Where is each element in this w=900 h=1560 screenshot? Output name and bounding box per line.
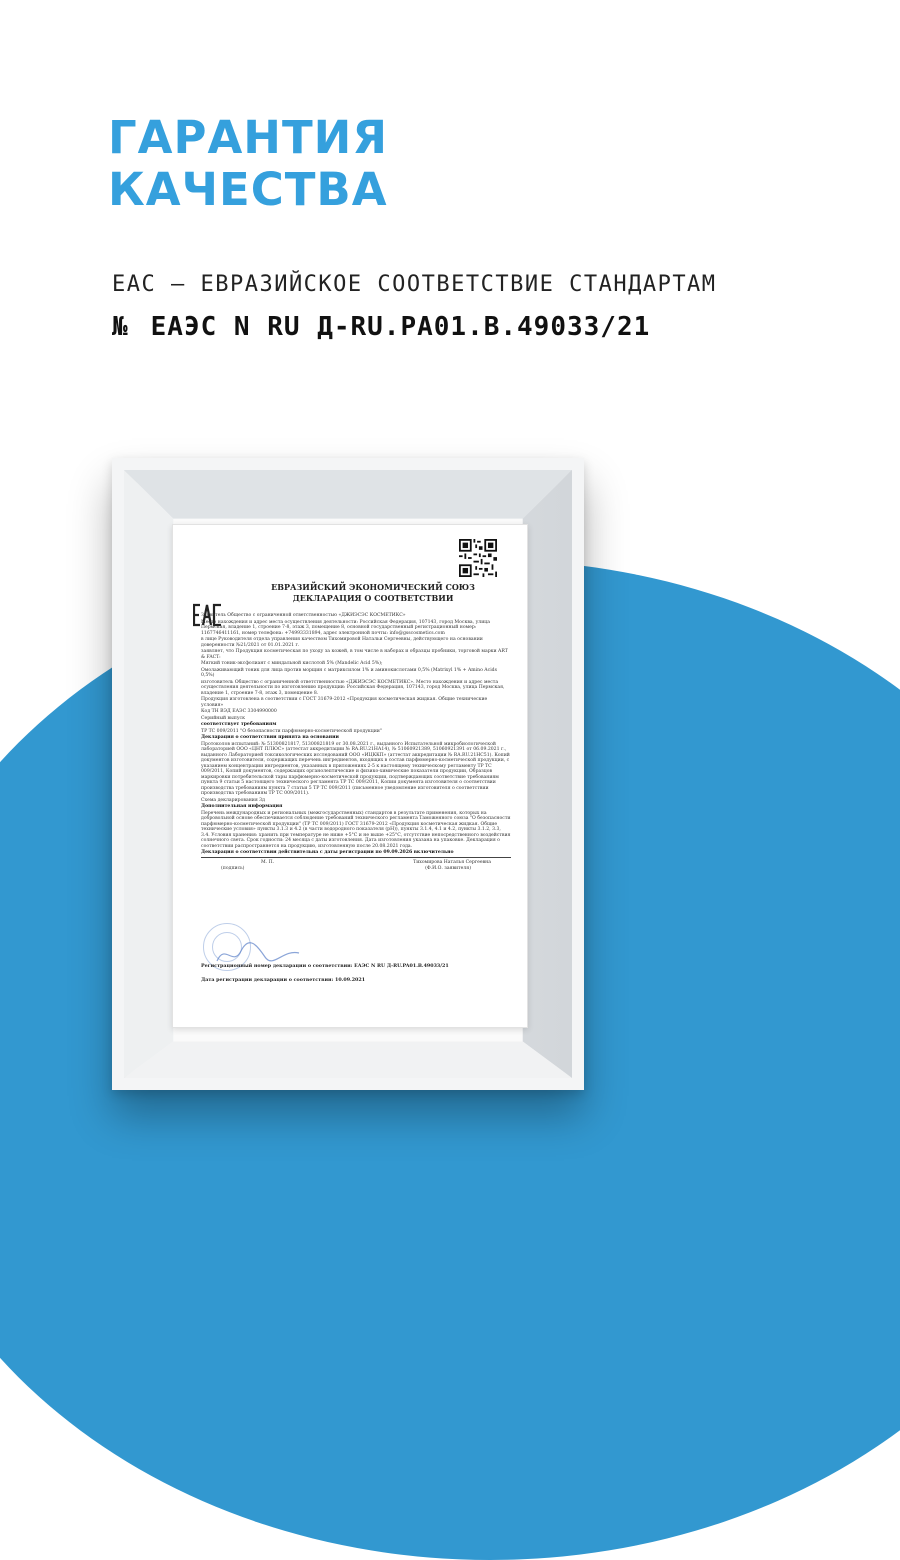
declaration-title: ДЕКЛАРАЦИЯ О СООТВЕТСТВИИ	[292, 593, 454, 603]
certificate-number-value: ЕАЭС N RU Д-RU.PA01.B.49033/21	[150, 312, 651, 342]
certificate-number	[112, 312, 650, 342]
divider	[201, 857, 511, 858]
registration-date: Дата регистрации декларации о соответствии: 10.09.2021	[201, 977, 366, 983]
applicant-person: в лице Руководителя отдела управления качеством Тихомировой Натальи Сергеевны, действующего на основании доверенности №21/2021 от 01.01.2021 г.	[201, 637, 483, 648]
mp-label: М. П.	[261, 859, 275, 865]
serial-line: Серийный выпуск	[201, 715, 245, 721]
standard-subtitle: EAC – ЕВРАЗИЙСКОЕ СООТВЕТСТВИЕ СТАНДАРТАМ	[112, 272, 717, 297]
registration-number: Регистрационный номер декларации о соответствии: ЕАЭС N RU Д-RU.PA01.B.49033/21	[201, 963, 449, 969]
applicant-address: Место нахождения и адрес места осуществления деятельности: Российская Федерация, 107143, город Москва, улица Пермская, владение 1, строение 7-8, этаж 3, помещение 8, основной государственный регистрационный номер: 1167746411161, номер телефона: +74993331894, адрес электронной почты: info@gsscosmetics.com	[201, 619, 490, 636]
document-footer	[201, 963, 511, 983]
title-line-1: ГАРАНТИЯ	[108, 111, 388, 164]
signature-caption: (подпись)	[221, 866, 245, 871]
title-line-2: КАЧЕСТВА	[108, 163, 388, 216]
number-sign: №	[112, 312, 129, 342]
signature-captions	[201, 866, 511, 872]
basis-text: Протоколов испытаний: № 51300821817, 51300821819 от 30.08.2021 г., выданного Испытательной микробиологической лабораторией ООО «ЦНТ ПЛЮС» (аттестат аккредитации № RA.RU.21НА14), № 51060921389, 51060921391 от 06.09.2021 г., выданного Лабораторией токсикологических исследований ООО «ИЦККП» (аттестат аккредитации № RA.RU.21НС51). Копий документов изготовителя, содержащих перечень ингредиентов, входящих в состав парфюмерно-косметической продукции, с указанием концентрации ингредиентов, указанных в приложениях 2-5 к настоящему техническому регламенту ТР ТС 009/2011, Копий документов, содержащих органолептические и физико-химические показатели продукции, Образцов маркировки потребительской тары парфюмерно-косметической продукции, подтверждающих соответствие требованиям пункта 9 статьи 5 настоящего технического регламента ТР ТС 009/2011, Копии документа изготовителя о соответствии производства требованиям пункта 7 статьи 5 ТР ТС 009/2011 (письменное уведомление изготовителя о соответствии производства требованиям ТР ТС 009/2011).	[201, 741, 510, 796]
page-title	[108, 112, 388, 216]
extra-text: Перечень международных и региональных (межгосударственных) стандартов в результате применения, которых на добровольной основе обеспечивается соблюдение требований технического регламента Таможенного союза "О безопасности парфюмерно-косметической продукции" (ТР ТС 009/2011) ГОСТ 31679-2012 «Продукция косметическая жидкая. Общие технические условия» пункты 3.1.3 и 4.2 (в части водородного показателя (pH)), пункты 3.1.4, 4.1 и 4.2, пункты 3.1.2, 3.3, 3.4. Условия хранения: хранить при температуре не ниже +5°С и не выше +25°С, отсутствие непосредственного воздействия солнечного света. Срок годности: 24 месяца с даты изготовления. Дата изготовления указана на упаковке. Декларация о соответствии распространяется на продукцию, изготовленную после 20.08.2021 года.	[201, 810, 511, 849]
signer-caption: (Ф.И.О. заявителя)	[425, 866, 471, 871]
declaration-document	[172, 524, 528, 1028]
scheme-line: Схема декларирования 3д	[201, 797, 265, 803]
manufacturer-line: изготовитель Общество с ограниченной ответственностью «ДЖИЭСЭС КОСМЕТИКС». Место нахождения и адрес места осуществления деятельности по изготовлению продукции: Российская Федерация, 107143, город Москва, улица Пермская, владение 1, строение 7-8, этаж 3, помещение 8.	[201, 679, 505, 696]
signature-line	[201, 860, 511, 866]
product-2: Омолаживающий тоник для лица против морщин с матриксилом 1% и аминокислотами 0,5% (Matrixyl 1% + Amino Acids 0,5%)	[201, 667, 497, 678]
validity-line: Декларация о соответствии действительна с даты регистрации по 09.09.2026 включительно	[201, 850, 454, 855]
declares-line: заявляет, что Продукция косметическая по уходу за кожей, в том числе в наборах и образцы пробники, торговой марки ART & FACT:	[201, 649, 508, 660]
regulation-line: ТР ТС 009/2011 "О безопасности парфюмерно-косметической продукции"	[201, 728, 382, 734]
standard-line: Продукция изготовлена в соответствии с ГОСТ 31679-2012 «Продукция косметическая жидкая. Общие технические условия»	[201, 697, 488, 708]
basis-title: Декларация о соответствии принята на основании	[201, 735, 339, 740]
extra-title: Дополнительная информация	[201, 804, 283, 809]
union-name: ЕВРАЗИЙСКИЙ ЭКОНОМИЧЕСКИЙ СОЮЗ	[271, 582, 475, 592]
applicant-line: Заявитель Общество с ограниченной ответственностью «ДЖИЭСЭС КОСМЕТИКС»	[201, 613, 406, 618]
signer-name: Тихомирова Наталья Сергеевна	[413, 859, 491, 865]
document-body	[201, 613, 511, 873]
product-1: Мягкий тоник-эксфолиант с миндальной кислотой 5% (Mandelic Acid 5%);	[201, 661, 383, 666]
qr-code-icon	[459, 539, 497, 577]
complies-line: соответствует требованиям	[201, 722, 277, 727]
document-header	[233, 582, 513, 604]
hs-code: Код ТН ВЭД ЕАЭС 3304990000	[201, 709, 277, 714]
